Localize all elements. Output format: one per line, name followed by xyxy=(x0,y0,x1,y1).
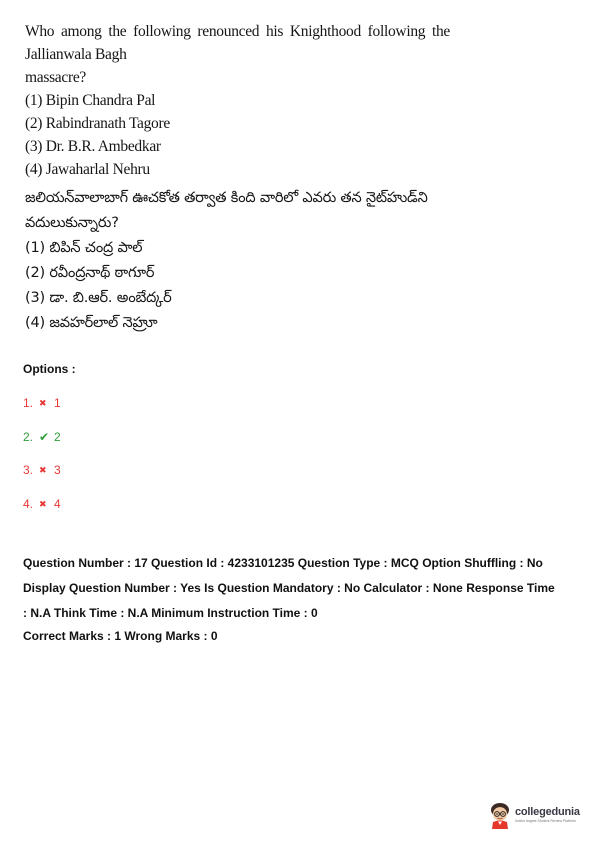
cross-icon: ✖ xyxy=(39,398,47,408)
choice-telugu-4: (4) జవహర్‌లాల్ నెహ్రూ xyxy=(25,315,158,331)
logo-name: collegedunia xyxy=(515,805,580,818)
choice-english-2: (2) Rabindranath Tagore xyxy=(25,115,170,132)
choice-english-3: (3) Dr. B.R. Ambedkar xyxy=(25,138,161,155)
check-icon: ✔ xyxy=(39,429,50,444)
question-stem-english xyxy=(25,20,450,89)
question-telugu xyxy=(25,186,450,336)
question-stem-telugu xyxy=(25,186,450,236)
question-meta xyxy=(23,551,575,626)
meta-line: Question Number : 17 Question Id : 4233101235 Question Type : MCQ Option Shuffling : No xyxy=(23,556,543,570)
mascot-icon xyxy=(488,801,512,829)
meta-line: Display Question Number : Yes Is Question Mandatory : No Calculator : None Response Time xyxy=(23,581,555,595)
option-2 xyxy=(23,429,61,463)
collegedunia-logo xyxy=(488,799,588,831)
choice-telugu-3: (3) డా. బి.ఆర్. అంబేద్కర్ xyxy=(25,290,172,306)
option-1 xyxy=(23,395,61,429)
cross-icon: ✖ xyxy=(39,498,47,509)
question-stem-line: వదులుకున్నారు? xyxy=(25,215,119,231)
option-value: 3 xyxy=(54,463,61,477)
options-heading: Options : xyxy=(23,362,76,376)
option-3 xyxy=(23,462,61,496)
options-list xyxy=(23,395,61,529)
choice-english-4: (4) Jawaharlal Nehru xyxy=(25,161,150,178)
question-english xyxy=(25,20,450,181)
option-number: 2. xyxy=(23,429,34,444)
choice-english-1: (1) Bipin Chandra Pal xyxy=(25,92,156,109)
choice-telugu-1: (1) బిపిన్ చంద్ర పాల్ xyxy=(25,240,143,256)
question-stem-line: జలియన్‌వాలాబాగ్ ఊచకోత తర్వాత కింది వారిలో ఎవరు తన నైట్‌హుడ్‌ని xyxy=(25,190,428,206)
option-number: 1. xyxy=(23,396,34,410)
option-value: 1 xyxy=(54,396,61,410)
question-stem-line: massacre? xyxy=(25,69,86,86)
meta-line: : N.A Think Time : N.A Minimum Instruction Time : 0 xyxy=(23,606,318,620)
question-stem-line: Who among the following renounced his Knighthood following the Jallianwala Bagh xyxy=(25,23,450,63)
logo-text xyxy=(515,807,580,824)
option-value: 2 xyxy=(54,429,61,444)
option-value: 4 xyxy=(54,496,61,511)
option-number: 4. xyxy=(23,496,34,511)
choice-telugu-2: (2) రవీంద్రనాథ్ ఠాగూర్ xyxy=(25,265,155,281)
marks-info: Correct Marks : 1 Wrong Marks : 0 xyxy=(23,629,218,643)
cross-icon: ✖ xyxy=(39,465,47,475)
option-4 xyxy=(23,496,61,530)
logo-tagline: India's largest Student Review Platform xyxy=(515,818,576,823)
option-number: 3. xyxy=(23,463,34,477)
